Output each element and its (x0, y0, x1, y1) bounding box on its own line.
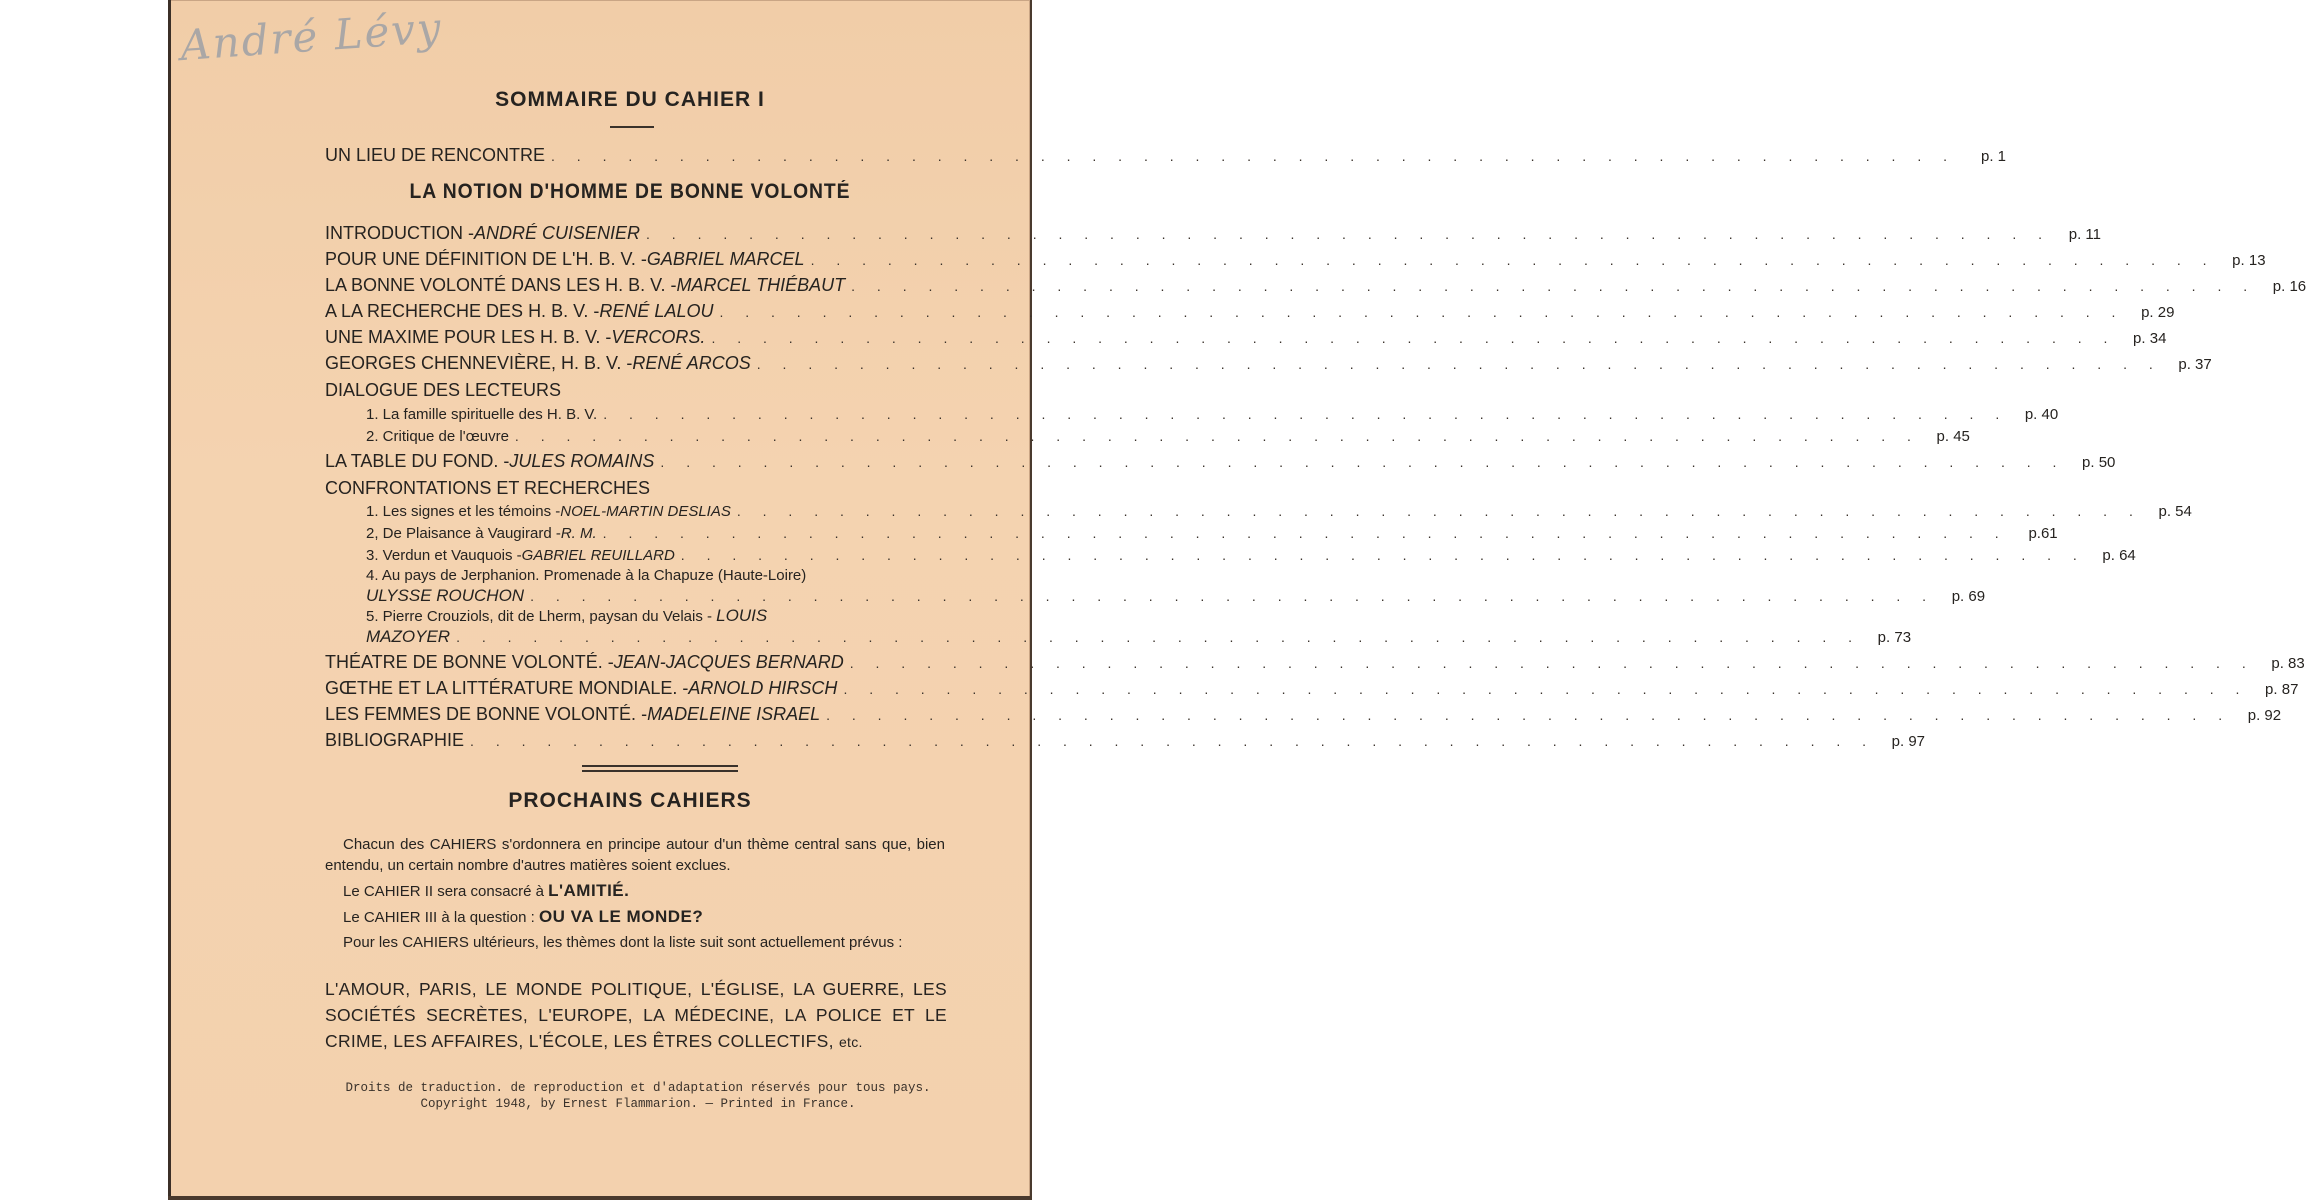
leader-dots: . . . . . . . . . . . . . . . . . . . . . . . . . . . . . . . . . . . . . . . . . . . . . . . . . . . . . . . (602, 525, 2008, 541)
toc-page: p. 50 (2082, 454, 2116, 471)
toc-label: 1. La famille spirituelle des H. B. V. (366, 406, 598, 423)
toc-page: p. 87 (2265, 681, 2299, 698)
toc-page: p. 13 (2232, 252, 2266, 269)
toc-label: 2, De Plaisance à Vaugirard - (366, 525, 561, 542)
cahier-iii-theme: OU VA LE MONDE? (538, 907, 704, 926)
toc-page: p. 69 (1951, 588, 1986, 605)
toc-page: p. 11 (2068, 226, 2101, 243)
divider-rule-top (582, 765, 738, 767)
toc-label: 2. Critique de l'œuvre (366, 428, 509, 445)
toc-author: JULES ROMAINS (509, 451, 655, 471)
toc-page: p. 64 (2102, 547, 2136, 564)
toc-label: LA BONNE VOLONTÉ DANS LES H. B. V. - (325, 275, 677, 295)
toc-page: p. 1 (1980, 148, 2007, 165)
toc-page: p. 16 (2272, 278, 2306, 295)
toc-page: p. 45 (1936, 428, 1970, 445)
toc-label: LES FEMMES DE BONNE VOLONTÉ. - (325, 704, 648, 724)
sommaire-title: SOMMAIRE DU CAHIER I (495, 88, 765, 111)
toc-label: GŒTHE ET LA LITTÉRATURE MONDIALE. - (325, 678, 689, 698)
leader-dots: . . . . . . . . . . . . . . . . . . . . . . . . . . . . . . . . . . . . . . . . . . . . . . . . . . . . . . . (810, 252, 2216, 268)
toc-page: p. 83 (2271, 655, 2305, 672)
footer-rights: Droits de traduction. de reproduction et d'adaptation réservés pour tous pays. (345, 1081, 931, 1095)
handwritten-signature: André Lévy (178, 2, 445, 71)
leader-dots: . . . . . . . . . . . . . . . . . . . . . . . . . . . . . . . . . . . . . . . . . . . . . . . . . . . . . . . (849, 655, 2255, 671)
toc-author: GABRIEL MARCEL (646, 249, 805, 269)
toc-label: 1. Les signes et les témoins - (366, 503, 561, 520)
toc-label: LA TABLE DU FOND. - (325, 451, 510, 471)
leader-dots: . . . . . . . . . . . . . . . . . . . . . . . . . . . . . . . . . . . . . . . . . . . . . . . . . . . . . . . (646, 226, 2051, 242)
paragraph-themes-intro: Chacun des CAHIERS s'ordonnera en principe autour d'un thème central sans que, bien entendu, un certain nombre d'autres matières soient exclues. (325, 836, 945, 874)
leader-dots: . . . . . . . . . . . . . . . . . . . . . . . . . . . . . . . . . . . . . . . . . . . . . . . . . . . . . . . (551, 148, 1957, 164)
leader-dots: . . . . . . . . . . . . . . . . . . . . . . . . . . . . . . . . . . . . . . . . . . . . . . . . . . . . . . . (470, 733, 1876, 749)
toc-entry (325, 300, 2175, 324)
leader-dots: . . . . . . . . . . . . . . . . . . . . . . . . . . . . . . . . . . . . . . . . . . . . . . . . . . . . . . . (711, 330, 2117, 346)
toc-label: UN LIEU DE RENCONTRE (325, 145, 546, 165)
toc-author: LOUIS (716, 606, 768, 625)
title-rule (610, 126, 654, 128)
cahier-ii-theme: L'AMITIÉ. (548, 881, 630, 900)
toc-author: MADELEINE ISRAEL (647, 704, 821, 724)
toc-author: RENÉ ARCOS (632, 353, 751, 373)
toc-author: RENÉ LALOU (599, 301, 714, 321)
toc-page: p. 97 (1891, 733, 1926, 750)
toc-entry-intro (325, 144, 2007, 168)
toc-entry (325, 222, 2101, 246)
cahier-ii-line (343, 881, 629, 901)
toc-author: GABRIEL REUILLARD (521, 547, 675, 564)
toc-entry (325, 326, 2167, 350)
toc-label: 3. Verdun et Vauquois - (366, 547, 522, 564)
toc-label: THÉATRE DE BONNE VOLONTÉ. - (325, 652, 614, 672)
leader-dots: . . . . . . . . . . . . . . . . . . . . . . . . . . . . . . . . . . . . . . . . . . . . . . . . . . . . . . . (603, 406, 2009, 422)
toc-author: ULYSSE ROUCHON (366, 586, 525, 605)
leader-dots: . . . . . . . . . . . . . . . . . . . . . . . . . . . . . . . . . . . . . . . . . . . . . . . . . . . . . . . (736, 503, 2142, 519)
toc-entry-table-du-fond (325, 450, 2116, 474)
leader-dots: . . . . . . . . . . . . . . . . . . . . . . . . . . . . . . . . . . . . . . . . . . . . . . . . . . . . . . . (530, 588, 1936, 604)
toc-label: INTRODUCTION - (325, 223, 474, 243)
toc-entry (325, 677, 2299, 701)
toc-author: JEAN-JACQUES BERNARD (613, 652, 844, 672)
toc-label: UNE MAXIME POUR LES H. B. V. - (325, 327, 612, 347)
toc-subentry (366, 403, 2059, 426)
scan-edge-bottom (168, 1196, 1032, 1200)
toc-author: NOEL-MARTIN DESLIAS (560, 503, 731, 520)
toc-page: p. 34 (2133, 330, 2167, 347)
toc-entry (325, 352, 2212, 376)
toc-label: POUR UNE DÉFINITION DE L'H. B. V. - (325, 249, 647, 269)
toc-page: p.61 (2028, 525, 2058, 542)
leader-dots: . . . . . . . . . . . . . . . . . . . . . . . . . . . . . . . . . . . . . . . . . . . . . . . . . . . . . . . (851, 278, 2257, 294)
toc-author: MARCEL THIÉBAUT (676, 275, 846, 295)
toc-author: MAZOYER (366, 627, 451, 646)
leader-dots: . . . . . . . . . . . . . . . . . . . . . . . . . . . . . . . . . . . . . . . . . . . . . . . . . . . . . . . (456, 629, 1862, 645)
cahier-ii-text: Le CAHIER II sera consacré à (343, 883, 549, 900)
toc-entry-bibliographie (325, 729, 1926, 753)
leader-dots: . . . . . . . . . . . . . . . . . . . . . . . . . . . . . . . . . . . . . . . . . . . . . . . . . . . . . . . (660, 454, 2066, 470)
toc-author: ANDRÉ CUISENIER (473, 223, 641, 243)
toc-subentry (366, 425, 1970, 448)
section-title-prochains: PROCHAINS CAHIERS (508, 789, 752, 812)
toc-page: p. 92 (2247, 707, 2282, 724)
toc-entry (325, 274, 2306, 298)
leader-dots: . . . . . . . . . . . . . . . . . . . . . . . . . . . . . . . . . . . . . . . . . . . . . . . . . . . . . . . (826, 707, 2232, 723)
toc-subentry (366, 544, 2136, 567)
toc-page: p. 54 (2158, 503, 2192, 520)
toc-author: VERCORS. (611, 327, 706, 347)
section-title-notion: LA NOTION D'HOMME DE BONNE VOLONTÉ (409, 180, 851, 203)
footer-copyright: Copyright 1948, by Ernest Flammarion. — Printed in France. (420, 1097, 856, 1111)
toc-page: p. 29 (2141, 304, 2175, 321)
section-heading-confrontations: CONFRONTATIONS ET RECHERCHES (325, 478, 651, 498)
toc-subentry-line (366, 606, 767, 627)
toc-subentry (366, 500, 2192, 523)
toc-label: GEORGES CHENNEVIÈRE, H. B. V. - (325, 353, 633, 373)
toc-subentry (366, 522, 2058, 545)
leader-dots: . . . . . . . . . . . . . . . . . . . . . . . . . . . . . . . . . . . . . . . . . . . . . . . . . . . . . . . (514, 428, 1920, 444)
leader-dots: . . . . . . . . . . . . . . . . . . . . . . . . . . . . . . . . . . . . . . . . . . . . . . . . . . . . . . . (756, 356, 2162, 372)
themes-list (325, 976, 947, 1055)
section-heading-dialogue: DIALOGUE DES LECTEURS (325, 380, 562, 400)
toc-label: BIBLIOGRAPHIE (325, 730, 465, 750)
leader-dots: . . . . . . . . . . . . . . . . . . . . . . . . . . . . . . . . . . . . . . . . . . . . . . . . . . . . . . . (680, 547, 2086, 563)
toc-entry (325, 248, 2266, 272)
toc-entry (325, 651, 2305, 675)
toc-label: A LA RECHERCHE DES H. B. V. - (325, 301, 600, 321)
toc-author: ARNOLD HIRSCH (688, 678, 838, 698)
toc-page: p. 73 (1877, 629, 1912, 646)
toc-label: 5. Pierre Crouziols, dit de Lherm, paysan du Velais - (366, 608, 717, 625)
themes-text: L'AMOUR, PARIS, LE MONDE POLITIQUE, L'ÉGLISE, LA GUERRE, LES SOCIÉTÉS SECRÈTES, L'EUROPE, LA MÉDECINE, LA POLICE ET LE CRIME, LES AFFAIRES, L'ÉCOLE, LES ÊTRES COLLECTIFS, (325, 979, 947, 1051)
toc-page: p. 37 (2178, 356, 2212, 373)
leader-dots: . . . . . . . . . . . . . . . . . . . . . . . . . . . . . . . . . . . . . . . . . . . . . . . . . . . . . . . (719, 304, 2125, 320)
themes-etc: etc. (838, 1034, 863, 1050)
toc-subentry-line: 4. Au pays de Jerphanion. Promenade à la Chapuze (Haute-Loire) (366, 567, 807, 584)
paragraph-future-themes: Pour les CAHIERS ultérieurs, les thèmes dont la liste suit sont actuellement prévus : (343, 934, 903, 951)
toc-page: p. 40 (2024, 406, 2059, 423)
cahier-iii-line (343, 907, 703, 927)
toc-subentry-continuation (366, 585, 1986, 608)
leader-dots: . . . . . . . . . . . . . . . . . . . . . . . . . . . . . . . . . . . . . . . . . . . . . . . . . . . . . . . (843, 681, 2249, 697)
toc-entry (325, 703, 2282, 727)
cahier-iii-text: Le CAHIER III à la question : (343, 909, 539, 926)
divider-rule-bottom (582, 770, 738, 772)
toc-subentry-continuation (366, 626, 1912, 649)
toc-author: R. M. (560, 525, 597, 542)
